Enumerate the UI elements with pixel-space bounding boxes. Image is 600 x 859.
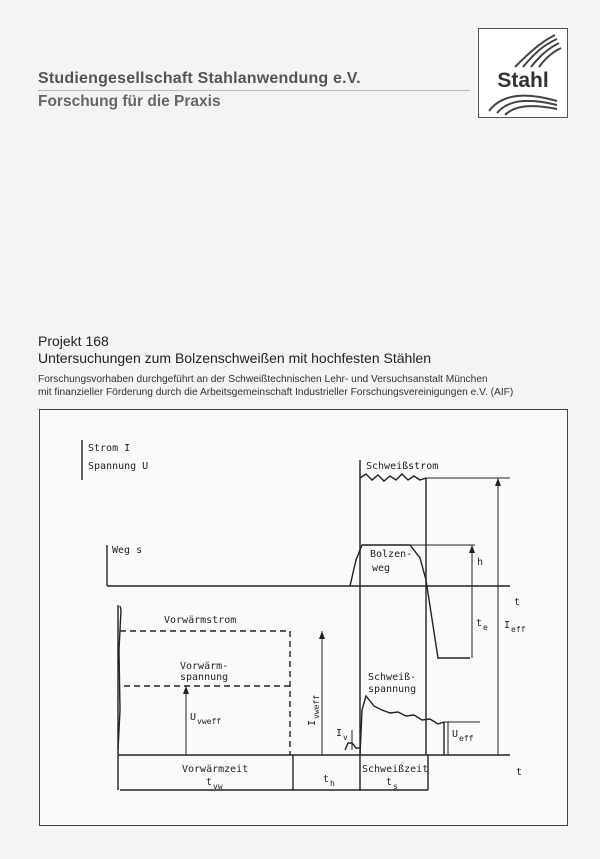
ivweff-arrow [319,631,325,639]
uvweff-sub: vweff [197,717,222,726]
tvw-sub: vw [213,782,223,791]
ieff-sub: eff [511,625,526,634]
weld-time-label: Schweißzeit [362,764,429,775]
preheat-voltage-label-2: spannung [180,672,229,683]
tagline: Forschung für die Praxis [38,93,221,110]
preheat-time-label: Vorwärmzeit [182,764,249,775]
weld-current-trace [360,474,426,481]
project-info [38,333,568,399]
project-description [38,373,568,399]
organization-name: Studiengesellschaft Stahlanwendung e.V. [38,70,361,87]
h-arrow [469,545,475,553]
ivweff-sub: vweff [312,694,321,719]
stahl-logo [478,28,568,118]
tvw-label: t [206,777,213,788]
ieff-label: I [504,620,511,631]
stud-travel-label-1: Bolzen- [370,549,413,560]
th-label: t [323,774,330,785]
project-title: Untersuchungen zum Bolzenschweißen mit hochfesten Stählen [38,350,431,366]
preheat-voltage-label-1: Vorwärm- [180,661,229,672]
ieff-arrow [495,478,501,486]
weld-voltage-label-2: spannung [368,684,417,695]
welding-diagram-svg [40,410,567,825]
weld-voltage-trace [360,696,444,755]
welding-diagram [39,409,568,826]
ts-sub: s [393,782,398,791]
ueff-sub: eff [459,734,474,743]
axis-current-label: Strom I [88,443,131,454]
iv-sub: v [343,733,348,742]
te-label: t [476,618,483,629]
uvweff-label: U [190,712,197,723]
h-label: h [477,557,484,568]
axis-voltage-label: Spannung U [88,461,149,472]
stud-travel-label-2: weg [372,563,391,574]
time-label-top: t [514,597,521,608]
axis-travel-label: Weg s [112,545,143,556]
description-line-2: mit finanzieller Förderung durch die Arbeitsgemeinschaft Industrieller Forschungsvereinigungen e.V. (AIF) [38,387,514,398]
description-line-1: Forschungsvorhaben durchgeführt an der Schweißtechnischen Lehr- und Versuchsanstalt München [38,374,488,385]
th-sub: h [330,779,335,788]
te-sub: e [483,623,488,632]
ts-label: t [386,777,393,788]
iv-label: I [336,728,343,739]
time-label-bottom: t [516,767,523,778]
stud-travel-curve [350,545,470,658]
weld-voltage-label-1: Schweiß- [368,672,417,683]
stahl-logo-icon [479,29,567,117]
ivweff-label: I [307,719,318,726]
project-number: Projekt 168 [38,333,109,349]
weld-current-label: Schweißstrom [366,461,439,472]
preheat-current-label: Vorwärmstrom [164,615,237,626]
header-divider [38,90,470,91]
logo-text: Stahl [497,69,549,92]
uvweff-arrow [183,686,189,694]
ueff-label: U [452,729,459,740]
